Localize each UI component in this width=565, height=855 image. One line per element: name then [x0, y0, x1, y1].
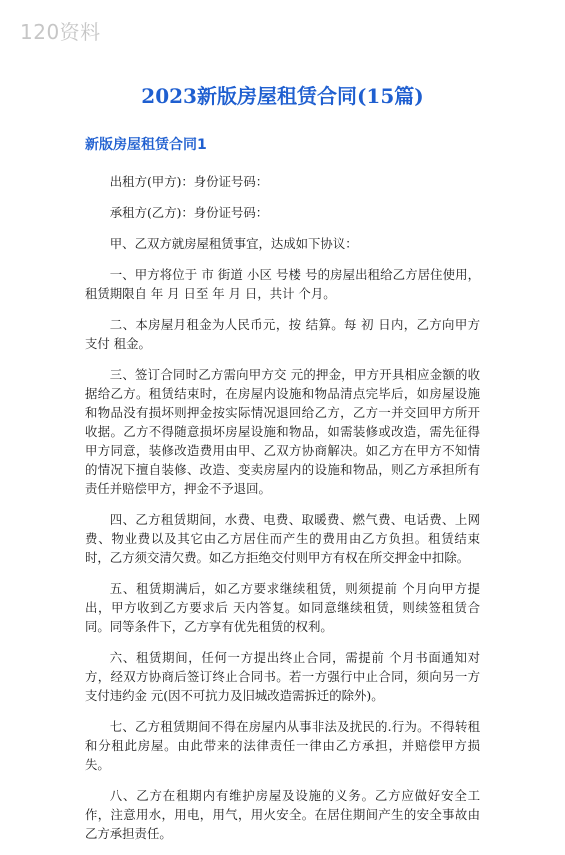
paragraph-clause-6: 六、租赁期间，任何一方提出终止合同，需提前 个月书面通知对方，经双方协商后签订终止合同书。若一方强行中止合同，须向另一方支付违约金 元(因不可抗力及旧城改造需拆迁的除外)。 — [85, 650, 480, 703]
paragraph-agreement-intro: 甲、乙双方就房屋租赁事宜，达成如下协议： — [109, 236, 358, 251]
paragraph-clause-3: 三、签订合同时乙方需向甲方交 元的押金，甲方开具相应金额的收据给乙方。租赁结束时，在房屋内设施和物品清点完毕后，如房屋设施和物品没有损坏则押金按实际情况退回给乙方，乙方一并交回甲方所开收据。乙方不得随意损坏房屋设施和物品，如需装修或改造，需先征得甲方同意，装修改造费用由甲、乙双方协商解决。如乙方在甲方不知情的情况下擅自装修、改造、变卖房屋内的设施和物品，则乙方承担所有责任并赔偿甲方，押金不予退回。 — [85, 367, 480, 496]
paragraph-clause-1: 一、甲方将位于 市 街道 小区 号楼 号的房屋出租给乙方居住使用，租赁期限自 年 月 日至 年 月 日，共计 个月。 — [85, 267, 480, 301]
section-title: 新版房屋租赁合同1 — [85, 137, 207, 153]
watermark-text: 120资料 — [20, 20, 101, 44]
document-title: 2023新版房屋租赁合同(15篇) — [141, 84, 424, 108]
paragraph-lessee: 承租方(乙方)：身份证号码： — [109, 205, 269, 220]
paragraph-clause-8: 八、乙方在租期内有维护房屋及设施的义务。乙方应做好安全工作，注意用水，用电，用气，用火安全。在居住期间产生的安全事故由乙方承担责任。 — [85, 788, 480, 841]
paragraph-clause-4: 四、乙方租赁期间，水费、电费、取暖费、燃气费、电话费、上网费、物业费以及其它由乙方居住而产生的费用由乙方负担。租赁结束时，乙方须交清欠费。如乙方拒绝交付则甲方有权在所交押金中扣除。 — [85, 512, 480, 565]
paragraph-clause-5: 五、租赁期满后，如乙方要求继续租赁，则须提前 个月向甲方提出，甲方收到乙方要求后 天内答复。如同意继续租赁，则续签租赁合同。同等条件下，乙方享有优先租赁的权利。 — [85, 581, 480, 634]
paragraph-clause-7: 七、乙方租赁期间不得在房屋内从事非法及扰民的.行为。不得转租和分租此房屋。由此带来的法律责任一律由乙方承担，并赔偿甲方损失。 — [85, 719, 480, 772]
contract-body — [85, 172, 480, 855]
paragraph-clause-2: 二、本房屋月租金为人民币元，按 结算。每 初 日内，乙方向甲方支付 租金。 — [85, 317, 480, 351]
paragraph-lessor: 出租方(甲方)：身份证号码： — [109, 174, 269, 189]
